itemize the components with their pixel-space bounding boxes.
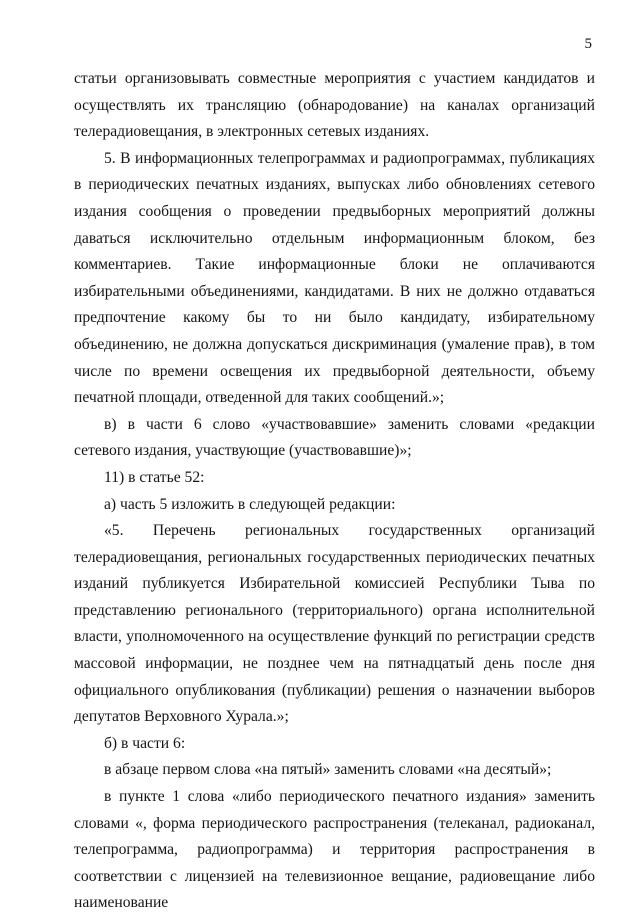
- paragraph-amendment-b: б) в части 6:: [104, 734, 186, 752]
- paragraph-item-5: 5. В информационных телепрограммах и радиопрограммах, публикациях в периодических печатных изданиях, выпусках либо обновлениях сетевого издания сообщения о проведении предвыборных мероприятий должны даваться исключительно отдельным информационным блоком, без комментариев. Такие информационные блоки не оплачиваются избирательными объединениями, кандидатами. В них не должно отдаваться предпочтение какому бы то ни было кандидату, избирательному объединению, не должна допускаться дискриминация (умаление прав), в том числе по времени освещения их предвыборной деятельности, объему печатной площади, отведенной для таких сообщений.»;: [74, 149, 595, 407]
- document-body: [74, 66, 595, 917]
- paragraph-amendment-v: в) в части 6 слово «участвовавшие» заменить словами «редакции сетевого издания, участвующие (участвовавшие)»;: [74, 415, 595, 460]
- paragraph-article-52: 11) в статье 52:: [104, 468, 205, 486]
- page-number: 5: [584, 36, 592, 52]
- paragraph-first-abzac: в абзаце первом слова «на пятый» заменить словами «на десятый»;: [104, 761, 552, 779]
- paragraph-continuation: статьи организовывать совместные мероприятия с участием кандидатов и осуществлять их трансляцию (обнародование) на каналах организаций телерадиовещания, в электронных сетевых изданиях.: [74, 70, 595, 141]
- paragraph-new-part-5: «5. Перечень региональных государственных организаций телерадиовещания, региональных государственных периодических печатных изданий публикуется Избирательной комиссией Республики Тыва по представлению регионального (территориального) органа исполнительной власти, уполномоченного на осуществление функций по регистрации средств массовой информации, не позднее чем на пятнадцатый день после дня официального опубликования (публикации) решения о назначении выборов депутатов Верховного Хурала.»;: [74, 522, 595, 726]
- paragraph-point-1: в пункте 1 слова «либо периодического печатного издания» заменить словами «, форма периодического распространения (телеканал, радиоканал, телепрограмма, радиопрограмма) и территория распространения в соответствии с лицензией на телевизионное вещание, радиовещание либо наименование: [74, 788, 595, 912]
- paragraph-amendment-a: а) часть 5 изложить в следующей редакции:: [104, 495, 396, 513]
